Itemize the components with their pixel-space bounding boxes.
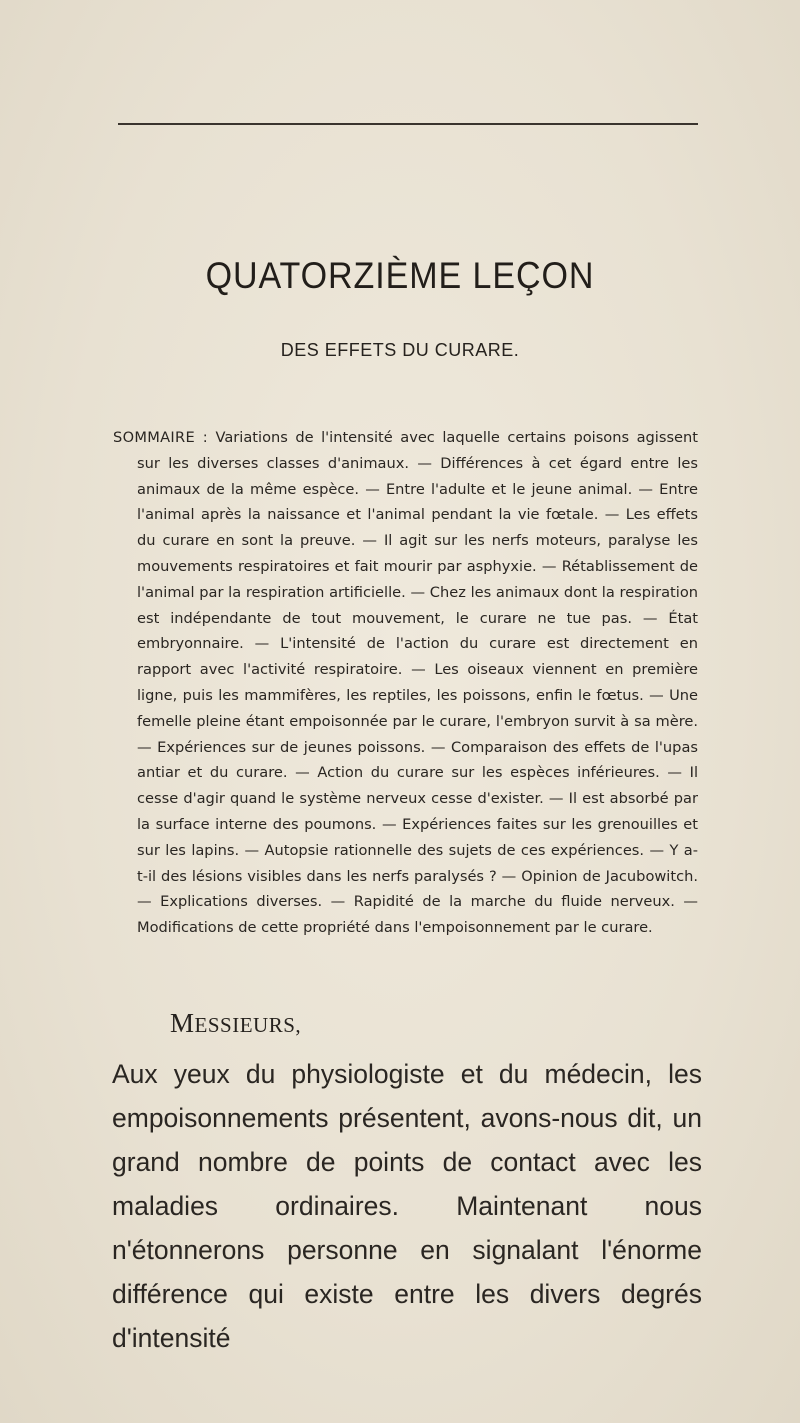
summary-text: Variations de l'intensité avec laquelle certains poisons agissent sur les diverses classes d'animaux. — Différences à cet égard entre les animaux de la même espèce. — Entre l'adulte et le jeune animal. — Entre l'animal après la naissance et l'animal pendant la vie fœtale. — Les effets du curare en sont la preuve. — Il agit sur les nerfs moteurs, paralyse les mouvements respiratoires et fait mourir par asphyxie. — Rétablissement de l'animal par la respiration artificielle. — Chez les animaux dont la respiration est indépendante de tout mouvement, le curare ne tue pas. — État embryonnaire. — L'intensité de l'action du curare est directement en rapport avec l'activité respiratoire. — Les oiseaux viennent en première ligne, puis les mammifères, les reptiles, les poissons, enfin le fœtus. — Une femelle pleine étant empoisonnée par le curare, l'embryon survit à sa mère. — Expériences sur de jeunes poissons. — Comparaison des effets de l'upas antiar et du curare. — Action du curare sur les espèces inférieures. — Il cesse d'agir quand le système nerveux cesse d'exister. — Il est absorbé par la surface interne des poumons. — Expériences faites sur les grenouilles et sur les lapins. — Autopsie rationnelle des sujets de ces expériences. — Y a-t-il des lésions visibles dans les nerfs paralysés ? — Opinion de Jacubowitch. — Explications diverses. — Rapidité de la marche du fluide nerveux. — Modifications de cette propriété dans l'empoisonnement par le curare. (137, 429, 699, 937)
salutation (170, 1008, 301, 1039)
body-paragraph (112, 1052, 702, 1360)
summary-paragraph (113, 425, 698, 941)
chapter-subtitle: DES EFFETS DU CURARE. (280, 340, 520, 360)
chapter-title: QUATORZIÈME LEÇON (205, 255, 595, 296)
header-rule (118, 123, 698, 125)
summary-label: SOMMAIRE : (113, 429, 208, 446)
salutation-initial: M (170, 1008, 195, 1038)
summary-block (113, 425, 698, 941)
salutation-rest: ESSIEURS, (194, 1013, 302, 1037)
body-paragraph-text: Aux yeux du physiologiste et du médecin, les empoisonnements présentent, avons-nous dit, un grand nombre de points de contact avec les maladies ordinaires. Maintenant nous n'étonnerons personne en signalant l'énorme différence qui existe entre les divers degrés d'intensité (112, 1059, 702, 1353)
